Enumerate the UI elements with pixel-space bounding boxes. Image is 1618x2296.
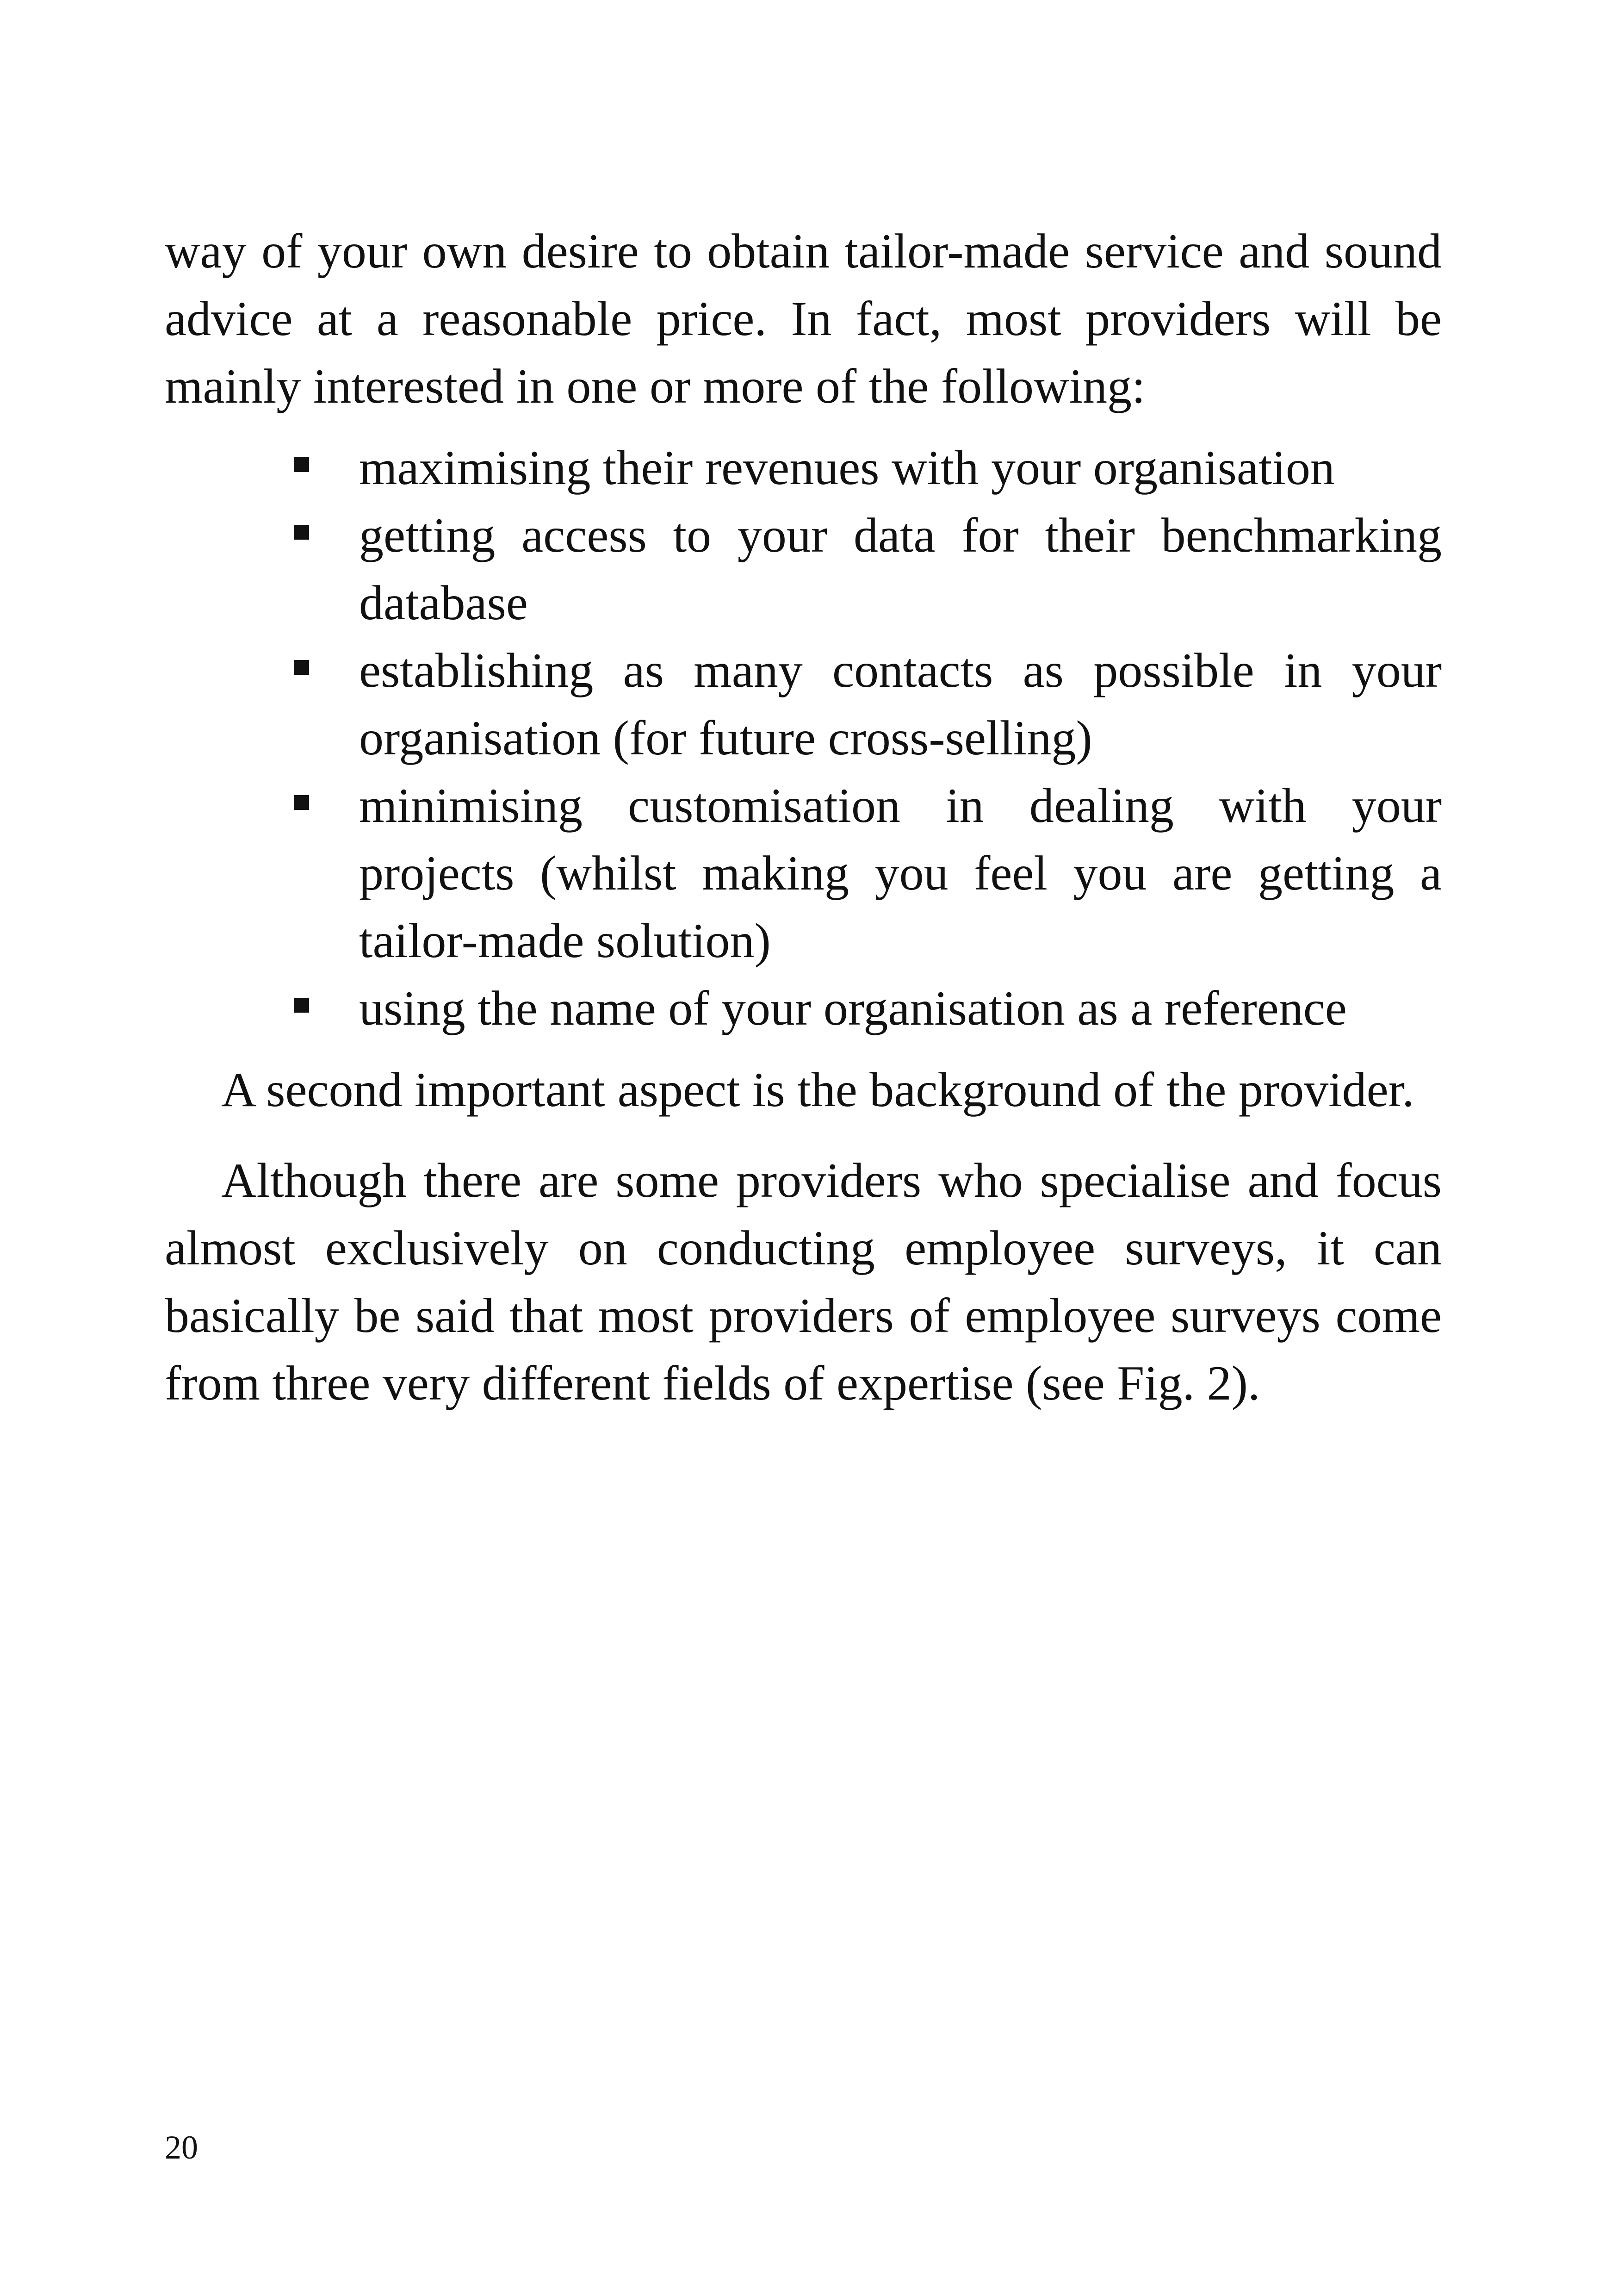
square-bullet-icon (294, 660, 309, 675)
paragraph-background: A second important aspect is the background of the provider. (221, 1063, 1414, 1117)
list-item (359, 772, 1442, 975)
list-item-text: maximising their revenues with your organisation (359, 441, 1335, 495)
square-bullet-icon (294, 795, 309, 810)
list-item-text: getting access to your data for their benchmarking database (359, 508, 1442, 630)
provider-interests-list (165, 434, 1442, 1042)
square-bullet-icon (294, 525, 309, 540)
list-item-text: establishing as many contacts as possible in your organisation (for future cross-selling) (359, 643, 1442, 765)
paragraph-intro: way of your own desire to obtain tailor-made service and sound advice at a reasonable price. In fact, most providers will be mainly interested in one or more of the following: (165, 224, 1442, 413)
list-item (359, 434, 1442, 502)
square-bullet-icon (294, 998, 309, 1013)
list-item (359, 502, 1442, 637)
square-bullet-icon (294, 457, 309, 472)
list-item-text: minimising customisation in dealing with your projects (whilst making you feel you are getting a tailor-made solution) (359, 778, 1442, 968)
page-number: 20 (165, 2129, 198, 2166)
paragraph-fields-of-expertise: Although there are some providers who specialise and focus almost exclusively on conducting employee surveys, it can basically be said that most providers of employee surveys come from three very different fields of expertise (see Fig. 2). (165, 1153, 1442, 1410)
list-item (359, 975, 1442, 1042)
list-item (359, 637, 1442, 772)
list-item-text: using the name of your organisation as a reference (359, 981, 1347, 1035)
body-text (165, 218, 1442, 1417)
